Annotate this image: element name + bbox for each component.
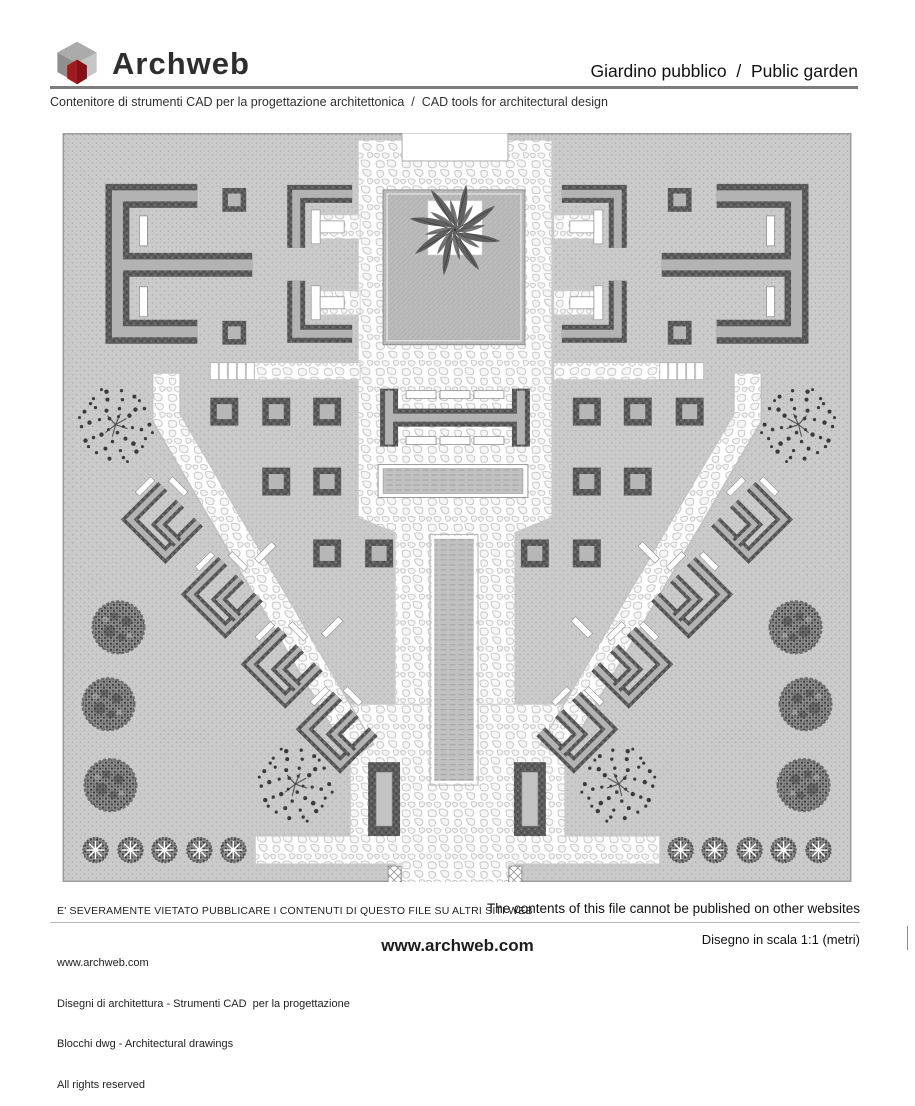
header-divider: [50, 86, 858, 89]
tree-icon: [83, 678, 135, 730]
footer-line-rights: All rights reserved: [57, 1078, 146, 1091]
entrance-top: [402, 133, 508, 161]
median-island: [430, 534, 478, 785]
header-subtitle: Contenitore di strumenti CAD per la progettazione architettonica / CAD tools for architectural design: [50, 95, 608, 109]
footer-edge-line: [907, 926, 908, 950]
central-plaza: [383, 184, 525, 344]
footer-line-url: www.archweb.com: [57, 957, 149, 969]
tree-icon: [84, 759, 136, 811]
notice-english: The contents of this file cannot be published on other websites: [487, 901, 860, 916]
garden-plan-drawing: [62, 133, 852, 882]
planter: [368, 762, 400, 836]
footer-line-blocks: Blocchi dwg - Architectural drawings: [57, 1038, 234, 1050]
h-hedge-parterre: [389, 389, 521, 447]
flower-bed: [378, 465, 528, 498]
page-title: Giardino pubblico / Public garden: [590, 61, 858, 81]
tree-icon: [92, 601, 144, 653]
footer-line-description: Disegni di architettura - Strumenti CAD per la progettazione: [57, 997, 350, 1010]
notice-italian: E' SEVERAMENTE VIETATO PUBBLICARE I CONTENUTI DI QUESTO FILE SU ALTRI SITI WEB: [57, 905, 533, 917]
footer-scale-note: Disegno in scala 1:1 (metri): [701, 932, 860, 947]
archweb-logo-icon: [50, 40, 104, 90]
brand-text: Archweb: [112, 46, 250, 81]
footer-divider: [50, 922, 860, 923]
footer-info-block: [57, 930, 350, 1106]
footer-site-url: www.archweb.com: [381, 936, 534, 955]
